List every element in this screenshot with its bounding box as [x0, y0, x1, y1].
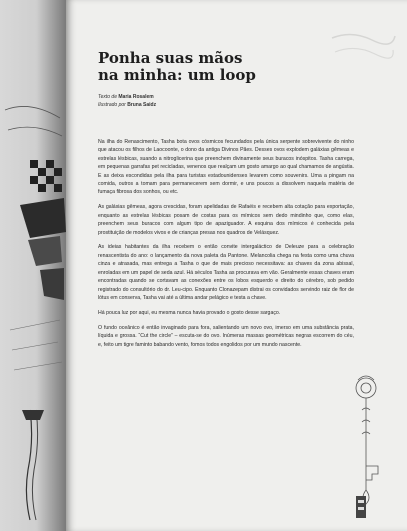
text-credit-prefix: Texto de — [98, 94, 117, 100]
text-author: Maria Rosalem — [118, 94, 154, 100]
article-title — [98, 50, 338, 84]
paragraph: Há pouca luz por aqui, eu mesma nunca havia provado o gosto desse sargaço. — [98, 309, 281, 316]
text-credit — [98, 94, 154, 100]
previous-page-edge — [0, 0, 66, 531]
paragraph: As ideias habitantes da ilha recebem o então convite intergaláctico de Deleuze para a celebração renascentista do ano: o lançamento da nova paleta da Pantone. Melancolia chega na festa como uma chuva cinza e atrasada, mas entrega a Tasha o que de mais precioso necessitava: as chaves da zona abissal, enroladas em um papel de seda azul. Há séculos Tasha as procurava em vão. Geralmente essas chaves eram encontradas quando se cortavam as conexões entre os lobos esquerdo e direito do cérebro, sob pedido registrado do consultório do dr. Leu-cipo. Enquanto Clonazepam distrai os convidados servindo raiz de flor de lótus em conserva, Tasha vai até a última andar pelágico e testa a chave. — [98, 244, 354, 301]
paragraph: O fundo oceânico é então invaginado para fora, salientando um novo ovo, imerso em uma substância prata, líquida e grossa. “Cut the circle” – escuta-se do ovo. Inúmeras massas geométricas negras escorrem do céu, e, feito um tigre faminto babando vento, fomos todos engolidos por um mundo nascente. — [98, 324, 354, 348]
paragraph: Na ilha do Renascimento, Tasha bota ovos cósmicos fecundados pela única serpente sobrevivente do ninho que atacou os filhos de Laocoonte, o dono da antiga Divinos Pães. Desses ovos explodem galáxias gêmeas e estrelas lésbicas, suando a nitroglicerina que preenchem divinamente seus buracos inóspitos. Tasha carrega, em pequenas garrafas pet recicladas, venenos que realçam um gosto amargo ao qual chamamos de angústia. E as deixa escondidas pela ilha para turistas estadounidenses levarem como souvenirs. Uma a pingam na comida, outros a tomam para permanecerem sem dormir, e uns poucos a dissolvem naquela matéria de fumaça fibrosa dos sonhos, ou etc. — [98, 139, 354, 196]
article-page — [66, 0, 407, 531]
previous-page-illustration — [0, 0, 66, 531]
paragraph: As galáxias gêmeas, agora crescidas, foram apelidadas de Rafaéis e recebem alta cotação para exportação, enquanto as estrelas lésbicas posam de costas para os mímicos sem dedo mindinho que, como elas, preenchem seus buracos com algum tipo de apaziguador. A esquina dos mímicos é conhecida pela prostituição de modelos vivos e de crianças presas nos quadros de Velásquez. — [98, 204, 354, 236]
illustration-credit-prefix: Ilustrado por — [98, 102, 126, 108]
title-line-2: na minha: um loop — [98, 66, 256, 84]
key-illustration — [336, 370, 396, 530]
illustrator: Bruna Saidz — [127, 102, 157, 108]
illustration-credit — [98, 102, 156, 108]
title-line-1: Ponha suas mãos — [98, 49, 243, 67]
article-body — [98, 138, 354, 355]
